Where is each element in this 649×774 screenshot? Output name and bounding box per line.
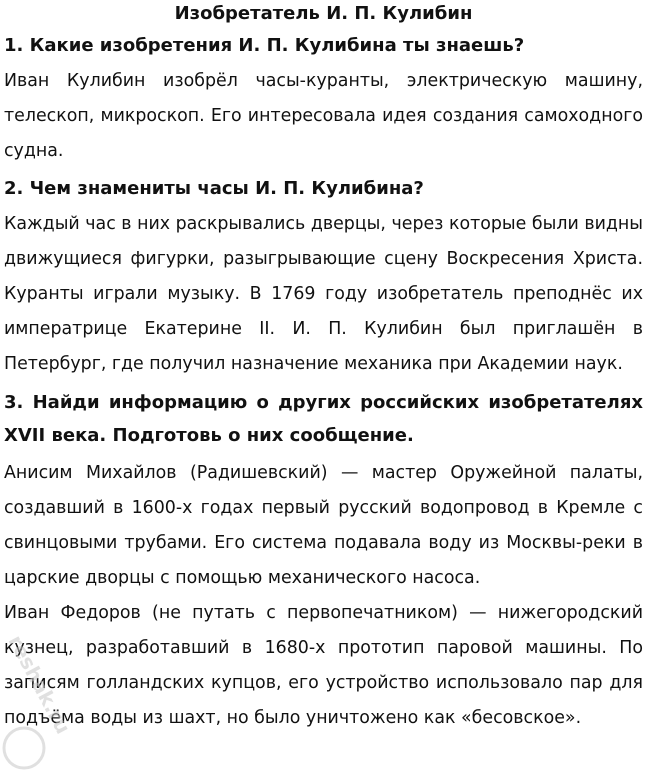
watermark-text: reshak.ru	[3, 631, 76, 738]
answer-3-paragraph-2: Иван Федоров (не путать с первопечатником) — нижегородский кузнец, разработавший в 1680-х прототип паровой машины. По записям голландских купцов, его устройство использовало пар для подъёма воды из шахт, но было уничтожено как «бесовское».	[4, 603, 643, 728]
answer-2: Каждый час в них раскрывались дверцы, через которые были видны движущиеся фигурки, разыгрывающие сцену Воскресения Христа. Куранты играли музыку. В 1769 году изобретатель преподнёс их императрице Екатерине II. И. П. Кулибин был приглашён в Петербург, где получил назначение механика при Академии наук.	[4, 214, 643, 374]
question-2: 2. Чем знамениты часы И. П. Кулибина?	[4, 178, 424, 199]
answer-3-paragraph-1: Анисим Михайлов (Радишевский) — мастер Оружейной палаты, создавший в 1600-х годах первый русский водопровод в Кремле с свинцовыми трубами. Его система подавала воду из Москвы-реки в царские дворцы с помощью механического насоса.	[4, 463, 643, 588]
page-title: Изобретатель И. П. Кулибин	[174, 3, 473, 24]
question-1: 1. Какие изобретения И. П. Кулибина ты знаешь?	[4, 35, 525, 56]
question-3: 3. Найди информацию о других российских изобретателях XVII века. Подготовь о них сообщение.	[4, 392, 643, 446]
answer-1: Иван Кулибин изобрёл часы-куранты, электрическую машину, телескоп, микроскоп. Его интересовала идея создания самоходного судна.	[4, 71, 643, 161]
